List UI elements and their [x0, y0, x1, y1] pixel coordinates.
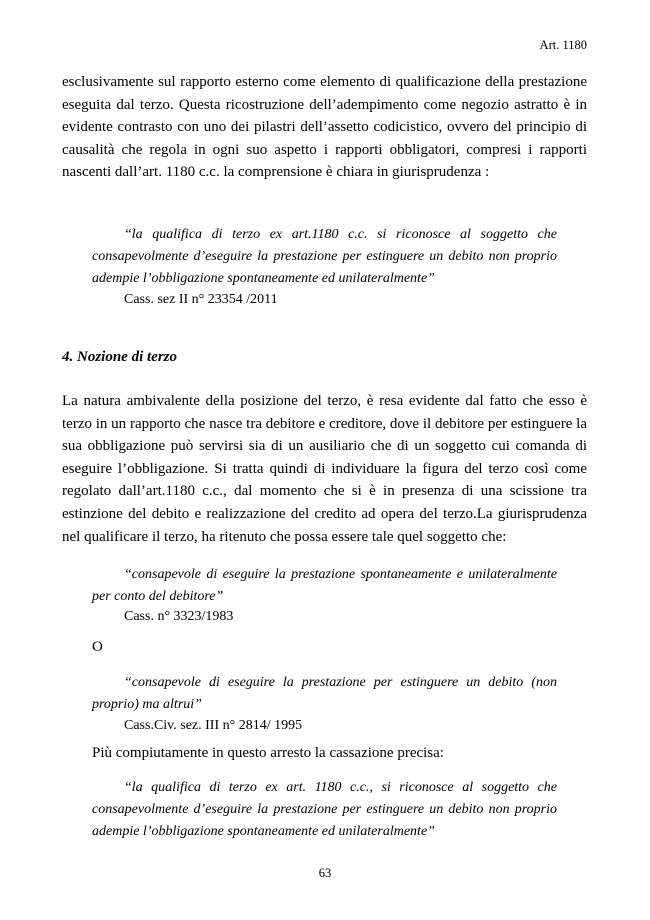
citation-3: Cass.Civ. sez. III n° 2814/ 1995 — [124, 718, 303, 733]
citation-1: Cass. sez II n° 23354 /2011 — [124, 292, 278, 307]
quote-1: “la qualifica di terzo ex art.1180 c.c. si riconosce al soggetto che consapevolmente d’eseguire la prestazione per estinguere un debito non proprio adempie l’obbligazione spontaneamente ed unilateralmente” — [92, 227, 557, 286]
quote-2: “consapevole di eseguire la prestazione spontaneamente e unilateralmente per conto del debitore” — [92, 567, 557, 604]
page-number: 63 — [318, 866, 332, 880]
quote-3: “consapevole di eseguire la prestazione per estinguere un debito (non proprio) ma altrui” — [92, 675, 557, 712]
paragraph-intro: esclusivamente sul rapporto esterno come elemento di qualificazione della prestazione eseguita dal terzo. Questa ricostruzione dell’adempimento come negozio astratto è in evidente contrasto con uno dei pilastri dell’assetto codicistico, ovvero del principio di causalità che regola in ogni suo aspetto i rapporti obbligatori, compresi i rapporti nascenti dall’art. 1180 c.c. la comprensione è chiara in giurisprudenza : — [62, 74, 587, 181]
citation-2: Cass. n° 3323/1983 — [124, 609, 234, 624]
running-head: Art. 1180 — [539, 38, 587, 52]
quote-4: “la qualifica di terzo ex art. 1180 c.c., si riconosce al soggetto che consapevolmente d’eseguire la prestazione per estinguere un debito non proprio adempie l’obbligazione spontaneamente ed unilateralmente” — [92, 780, 557, 839]
connector-more-precisely: Più compiutamente in questo arresto la cassazione precisa: — [92, 745, 444, 761]
paragraph-nozione: La natura ambivalente della posizione del terzo, è resa evidente dal fatto che esso è terzo in un rapporto che nasce tra debitore e creditore, dove il debitore per estinguere la sua obbligazione può servirsi sia di un ausiliario che di un soggetto cui comanda di eseguire l’obbligazione. Si tratta quindi di individuare la figura del terzo così come regolato dall’art.1180 c.c., dal momento che si è in presenza di una scissione tra estinzione del debito e realizzazione del credito ad opera del terzo.La giurisprudenza nel qualificare il terzo, ha ritenuto che possa essere tale quel soggetto che: — [62, 393, 587, 545]
connector-or: O — [92, 639, 103, 655]
section-heading: 4. Nozione di terzo — [62, 349, 178, 365]
